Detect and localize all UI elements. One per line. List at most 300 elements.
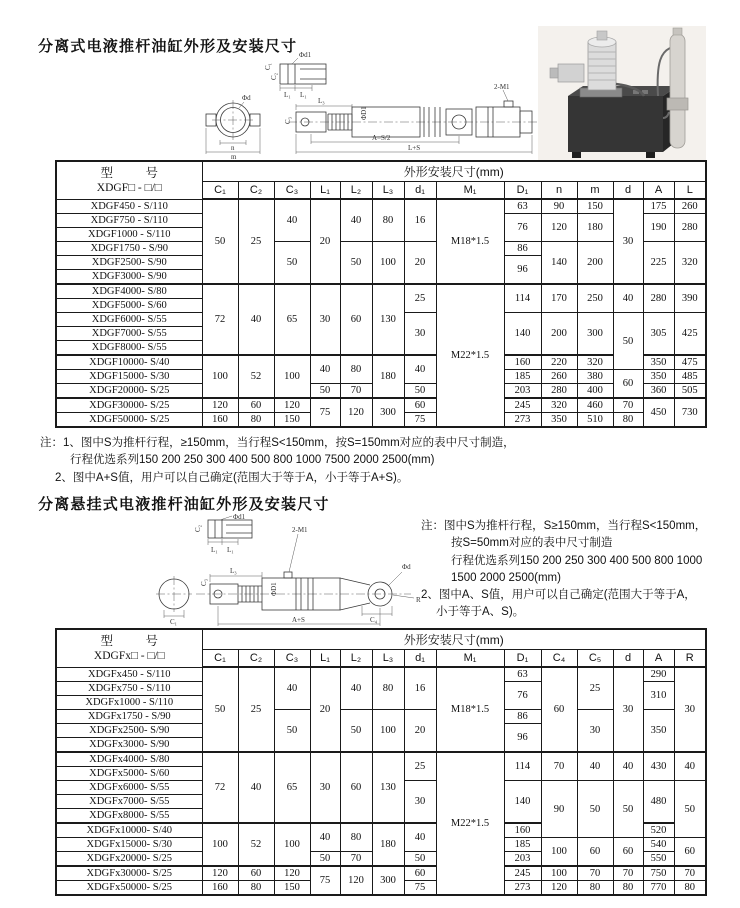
column-header: d₁ <box>404 650 436 668</box>
model-cell: XDGF20000- S/25 <box>56 384 202 399</box>
value-cell: 380 <box>577 370 613 384</box>
model-column-header: 型 号 XDGF□ - □/□ <box>56 161 202 199</box>
value-cell: 50 <box>202 199 238 284</box>
value-cell: 30 <box>404 313 436 356</box>
value-cell: 360 <box>643 384 674 399</box>
value-cell: 150 <box>274 413 310 428</box>
value-cell: 65 <box>274 752 310 823</box>
value-cell: 30 <box>613 667 643 752</box>
value-cell: 20 <box>310 199 340 284</box>
value-cell: 96 <box>504 256 541 285</box>
value-cell: 80 <box>340 823 372 852</box>
value-cell: 63 <box>504 667 541 682</box>
value-cell: 50 <box>202 667 238 752</box>
model-column-header: 型 号 XDGFx□ - □/□ <box>56 629 202 667</box>
value-cell: 50 <box>404 852 436 867</box>
value-cell: 100 <box>274 355 310 398</box>
value-cell: 300 <box>577 313 613 356</box>
dim-label: A+S <box>292 616 305 624</box>
column-header: C₃ <box>274 650 310 668</box>
value-cell: 25 <box>404 752 436 781</box>
dim-label: C₂ <box>194 524 202 532</box>
value-cell: 40 <box>340 199 372 242</box>
model-cell: XDGFx450 - S/110 <box>56 667 202 682</box>
value-cell: 40 <box>404 355 436 384</box>
model-cell: XDGFx15000- S/30 <box>56 838 202 852</box>
value-cell: 130 <box>372 284 404 355</box>
pump-unit-photo <box>538 26 706 162</box>
value-cell: 50 <box>340 242 372 285</box>
column-header: L₁ <box>310 650 340 668</box>
value-cell: 290 <box>643 667 674 682</box>
note-line: 注：图中S为推杆行程，S≥150mm，当行程S<150mm， <box>421 520 707 532</box>
value-cell: 114 <box>504 752 541 781</box>
value-cell: 140 <box>541 242 577 285</box>
model-cell: XDGF50000- S/25 <box>56 413 202 428</box>
note-line: 行程优选系列150 200 250 300 400 500 800 1000 7500 2000 2500(mm) <box>70 454 435 467</box>
value-cell: 100 <box>372 710 404 753</box>
value-cell: 280 <box>674 214 706 242</box>
value-cell: 30 <box>577 710 613 753</box>
dim-label: Φd <box>402 563 411 571</box>
end-view <box>156 576 192 618</box>
table-row <box>56 667 706 682</box>
value-cell: 320 <box>674 242 706 285</box>
column-header: C₃ <box>274 182 310 200</box>
column-header: L₂ <box>340 182 372 200</box>
value-cell: 65 <box>274 284 310 355</box>
value-cell: 160 <box>504 823 541 838</box>
value-cell: 245 <box>504 398 541 413</box>
value-cell: 120 <box>274 398 310 413</box>
column-header: C₁ <box>202 182 238 200</box>
dim-label: C₁ <box>170 618 178 626</box>
model-cell: XDGFx7000- S/55 <box>56 795 202 809</box>
section2-title: 分离悬挂式电液推杆油缸外形及安装尺寸 <box>38 496 330 513</box>
value-cell: 305 <box>643 313 674 356</box>
model-cell: XDGFx8000- S/55 <box>56 809 202 824</box>
dim-label: Φd1 <box>299 51 312 59</box>
model-cell: XDGFx30000- S/25 <box>56 866 202 881</box>
model-cell: XDGFx3000- S/90 <box>56 738 202 753</box>
value-cell: 25 <box>238 199 274 284</box>
value-cell: 80 <box>674 881 706 896</box>
column-header: d <box>613 182 643 200</box>
model-cell: XDGFx20000- S/25 <box>56 852 202 867</box>
value-cell: 96 <box>504 724 541 753</box>
column-header: M₁ <box>436 182 504 200</box>
value-cell: 80 <box>238 881 274 896</box>
value-cell: 140 <box>504 313 541 356</box>
value-cell: 20 <box>404 242 436 285</box>
table-row <box>56 866 706 881</box>
table-row <box>56 398 706 413</box>
value-cell: 30 <box>674 667 706 752</box>
column-header: L <box>674 182 706 200</box>
note-line: 2、图中A+S值，用户可以自己确定(范围大于等于A，小于等于A+S)。 <box>55 471 409 484</box>
value-cell: 245 <box>504 866 541 881</box>
value-cell: 70 <box>340 384 372 399</box>
column-header: D₁ <box>504 182 541 200</box>
value-cell: 475 <box>674 355 706 370</box>
value-cell: 425 <box>674 313 706 356</box>
dim-label: R <box>416 596 421 604</box>
value-cell: 185 <box>504 370 541 384</box>
column-header: C₄ <box>541 650 577 668</box>
model-cell: XDGF8000- S/55 <box>56 341 202 356</box>
column-header: L₁ <box>310 182 340 200</box>
value-cell: 510 <box>577 413 613 428</box>
value-cell: 260 <box>541 370 577 384</box>
table1-notes <box>40 435 515 487</box>
value-cell: 180 <box>372 823 404 866</box>
clevis-detail <box>280 58 326 91</box>
value-cell: 75 <box>404 413 436 428</box>
value-cell: 75 <box>310 398 340 427</box>
column-header: n <box>541 182 577 200</box>
value-cell: 60 <box>613 838 643 867</box>
model-cell: XDGFx5000- S/60 <box>56 767 202 781</box>
value-cell: 273 <box>504 881 541 896</box>
value-cell: 16 <box>404 667 436 710</box>
value-cell: 60 <box>674 838 706 867</box>
dim-label: m <box>231 153 237 160</box>
note-line: 小于等于A、S)。 <box>436 606 525 619</box>
table-row <box>56 284 706 299</box>
value-cell: 80 <box>613 881 643 896</box>
column-header: L₂ <box>340 650 372 668</box>
value-cell: 60 <box>577 838 613 867</box>
model-cell: XDGF6000- S/55 <box>56 313 202 327</box>
value-cell: 60 <box>541 667 577 752</box>
dim-label: L+S <box>408 144 421 152</box>
dim-label: n <box>231 144 235 152</box>
value-cell: 203 <box>504 384 541 399</box>
value-cell: 280 <box>541 384 577 399</box>
dim-label: ΦD1 <box>270 582 278 596</box>
model-cell: XDGFx1750 - S/90 <box>56 710 202 724</box>
value-cell: 16 <box>404 199 436 242</box>
value-cell: 60 <box>404 866 436 881</box>
dim-label: L₃ <box>318 97 325 105</box>
value-cell: 50 <box>340 710 372 753</box>
value-cell: 40 <box>613 752 643 781</box>
value-cell: 273 <box>504 413 541 428</box>
value-cell: 50 <box>274 242 310 285</box>
value-cell: 300 <box>372 866 404 895</box>
value-cell: 30 <box>310 284 340 355</box>
model-cell: XDGFx10000- S/40 <box>56 823 202 838</box>
dim-label: C₂ <box>270 72 278 80</box>
value-cell: 520 <box>643 823 674 838</box>
value-cell: 70 <box>541 752 577 781</box>
value-cell: 540 <box>643 838 674 852</box>
value-cell: 90 <box>541 199 577 214</box>
value-cell: 50 <box>577 781 613 838</box>
value-cell: 90 <box>541 781 577 838</box>
note-line: 注：1、图中S为推杆行程，≥150mm，当行程S<150mm，按S=150mm对应的表中尺寸制造， <box>40 437 515 449</box>
model-cell: XDGF4000- S/80 <box>56 284 202 299</box>
value-cell: 40 <box>274 199 310 242</box>
value-cell: 20 <box>310 667 340 752</box>
model-cell: XDGF10000- S/40 <box>56 355 202 370</box>
table-row <box>56 242 706 256</box>
value-cell: 20 <box>404 710 436 753</box>
value-cell: 750 <box>643 866 674 881</box>
value-cell: 60 <box>340 752 372 823</box>
value-cell: 310 <box>643 682 674 710</box>
value-cell: 60 <box>613 370 643 399</box>
column-header: M₁ <box>436 650 504 668</box>
value-cell: 63 <box>504 199 541 214</box>
value-cell: 770 <box>643 881 674 896</box>
column-header: d <box>613 650 643 668</box>
side-view <box>210 534 414 626</box>
value-cell: 75 <box>310 866 340 895</box>
value-cell: 120 <box>541 214 577 242</box>
model-cell: XDGF1750 - S/90 <box>56 242 202 256</box>
value-cell: 52 <box>238 355 274 398</box>
column-header: R <box>674 650 706 668</box>
value-cell: 70 <box>674 866 706 881</box>
dim-label: 2-M1 <box>494 83 510 91</box>
value-cell: 100 <box>202 355 238 398</box>
value-cell: 200 <box>577 242 613 285</box>
value-cell: M18*1.5 <box>436 199 504 284</box>
value-cell: 100 <box>202 823 238 866</box>
value-cell: 400 <box>577 384 613 399</box>
value-cell: 50 <box>674 781 706 838</box>
value-cell: 60 <box>404 398 436 413</box>
value-cell: 350 <box>643 710 674 753</box>
note-line: 1500 2000 2500(mm) <box>451 571 561 584</box>
column-header: C₅ <box>577 650 613 668</box>
value-cell: 40 <box>274 667 310 710</box>
dim-label: C₄ <box>370 616 378 624</box>
value-cell: 30 <box>404 781 436 824</box>
value-cell: 430 <box>643 752 674 781</box>
value-cell: 175 <box>643 199 674 214</box>
value-cell: 100 <box>541 866 577 881</box>
model-cell: XDGF30000- S/25 <box>56 398 202 413</box>
value-cell: 100 <box>274 823 310 866</box>
model-cell: XDGFx50000- S/25 <box>56 881 202 896</box>
value-cell: 40 <box>238 752 274 823</box>
value-cell: 120 <box>274 866 310 881</box>
value-cell: 80 <box>577 881 613 896</box>
value-cell: 260 <box>674 199 706 214</box>
value-cell: 114 <box>504 284 541 313</box>
dims-header: 外形安装尺寸(mm) <box>202 629 706 650</box>
dim-label: C₃ <box>284 116 292 124</box>
column-header: m <box>577 182 613 200</box>
model-cell: XDGF750 - S/110 <box>56 214 202 228</box>
value-cell: 190 <box>643 214 674 242</box>
model-cell: XDGFx6000- S/55 <box>56 781 202 795</box>
value-cell: M18*1.5 <box>436 667 504 752</box>
value-cell: 320 <box>577 355 613 370</box>
value-cell: 460 <box>577 398 613 413</box>
dimensions-table-suspended <box>55 628 707 896</box>
cylinder-drawing-suspended <box>146 514 446 626</box>
dim-label: L₁ <box>211 546 218 554</box>
dim-label: C₃ <box>200 578 208 586</box>
value-cell: 52 <box>238 823 274 866</box>
model-cell: XDGFx2500- S/90 <box>56 724 202 738</box>
model-cell: XDGF2500- S/90 <box>56 256 202 270</box>
value-cell: 550 <box>643 852 674 867</box>
model-cell: XDGF3000- S/90 <box>56 270 202 285</box>
value-cell: 70 <box>613 398 643 413</box>
value-cell: 120 <box>340 866 372 895</box>
section1-title: 分离式电液推杆油缸外形及安装尺寸 <box>38 38 298 55</box>
value-cell: 150 <box>274 881 310 896</box>
value-cell: 170 <box>541 284 577 313</box>
value-cell: 70 <box>613 866 643 881</box>
value-cell: 75 <box>404 881 436 896</box>
value-cell: 25 <box>577 667 613 710</box>
value-cell: 450 <box>643 398 674 427</box>
value-cell: 50 <box>613 781 643 838</box>
dimensions-table-separate <box>55 160 707 428</box>
value-cell: 76 <box>504 214 541 242</box>
value-cell: 225 <box>643 242 674 285</box>
value-cell: M22*1.5 <box>436 752 504 895</box>
model-cell: XDGF7000- S/55 <box>56 327 202 341</box>
model-cell: XDGFx1000 - S/110 <box>56 696 202 710</box>
table-row <box>56 710 706 724</box>
value-cell: 60 <box>340 284 372 355</box>
value-cell: 86 <box>504 242 541 256</box>
value-cell: 390 <box>674 284 706 313</box>
value-cell: 50 <box>310 852 340 867</box>
column-header: D₁ <box>504 650 541 668</box>
value-cell: 80 <box>613 413 643 428</box>
model-cell: XDGFx750 - S/110 <box>56 682 202 696</box>
value-cell: 160 <box>504 355 541 370</box>
value-cell: 40 <box>613 284 643 313</box>
value-cell: 220 <box>541 355 577 370</box>
table2-notes <box>421 518 706 622</box>
value-cell: 80 <box>340 355 372 384</box>
value-cell: M22*1.5 <box>436 284 504 427</box>
value-cell: 70 <box>577 866 613 881</box>
value-cell: 160 <box>202 881 238 896</box>
value-cell: 50 <box>404 384 436 399</box>
dim-label: ΦD1 <box>360 106 368 120</box>
value-cell: 80 <box>372 667 404 710</box>
column-header: C₁ <box>202 650 238 668</box>
column-header: L₃ <box>372 182 404 200</box>
value-cell: 40 <box>340 667 372 710</box>
value-cell: 60 <box>238 866 274 881</box>
value-cell: 50 <box>274 710 310 753</box>
model-cell: XDGF5000- S/60 <box>56 299 202 313</box>
model-cell: XDGF1000 - S/110 <box>56 228 202 242</box>
dim-label: A=S/2 <box>372 134 391 142</box>
table-row <box>56 199 706 214</box>
column-header: A <box>643 650 674 668</box>
value-cell: 50 <box>613 313 643 370</box>
value-cell: 40 <box>310 823 340 852</box>
value-cell: 505 <box>674 384 706 399</box>
model-cell: XDGF450 - S/110 <box>56 199 202 214</box>
value-cell: 140 <box>504 781 541 824</box>
value-cell: 120 <box>202 398 238 413</box>
column-header: A <box>643 182 674 200</box>
column-header: C₂ <box>238 182 274 200</box>
table-row <box>56 752 706 767</box>
column-header: L₃ <box>372 650 404 668</box>
value-cell: 130 <box>372 752 404 823</box>
value-cell: 485 <box>674 370 706 384</box>
table-row <box>56 355 706 370</box>
value-cell: 30 <box>310 752 340 823</box>
value-cell: 60 <box>238 398 274 413</box>
value-cell: 350 <box>541 413 577 428</box>
value-cell: 40 <box>310 355 340 384</box>
value-cell: 100 <box>372 242 404 285</box>
column-header: d₁ <box>404 182 436 200</box>
value-cell: 200 <box>541 313 577 356</box>
value-cell: 203 <box>504 852 541 867</box>
value-cell: 150 <box>577 199 613 214</box>
value-cell: 40 <box>577 752 613 781</box>
model-cell: XDGF15000- S/30 <box>56 370 202 384</box>
value-cell: 480 <box>643 781 674 824</box>
value-cell: 25 <box>238 667 274 752</box>
clevis-detail <box>208 516 252 545</box>
value-cell: 86 <box>504 710 541 724</box>
value-cell: 30 <box>613 199 643 284</box>
note-line: 2、图中A、S值，用户可以自己确定(范围大于等于A， <box>421 589 696 601</box>
value-cell: 80 <box>238 413 274 428</box>
value-cell: 320 <box>541 398 577 413</box>
cylinder-drawing-separate <box>200 48 540 160</box>
value-cell: 185 <box>504 838 541 852</box>
value-cell: 120 <box>202 866 238 881</box>
value-cell: 280 <box>643 284 674 313</box>
value-cell: 160 <box>202 413 238 428</box>
value-cell: 350 <box>643 355 674 370</box>
column-header: C₂ <box>238 650 274 668</box>
value-cell: 120 <box>541 881 577 896</box>
value-cell: 300 <box>372 398 404 427</box>
model-cell: XDGFx4000- S/80 <box>56 752 202 767</box>
value-cell: 50 <box>310 384 340 399</box>
value-cell: 76 <box>504 682 541 710</box>
value-cell: 40 <box>674 752 706 781</box>
value-cell: 70 <box>340 852 372 867</box>
dims-header: 外形安装尺寸(mm) <box>202 161 706 182</box>
dim-label: L₁ <box>300 91 307 99</box>
value-cell: 72 <box>202 752 238 823</box>
value-cell: 180 <box>577 214 613 242</box>
note-line: 行程优选系列150 200 250 300 400 500 800 1000 <box>451 554 703 567</box>
value-cell: 80 <box>372 199 404 242</box>
dim-label: L₃ <box>230 567 237 575</box>
dim-label: L₁ <box>284 91 291 99</box>
dim-label: 2-M1 <box>292 526 308 534</box>
value-cell: 40 <box>404 823 436 852</box>
dim-label: L₁ <box>227 546 234 554</box>
value-cell: 180 <box>372 355 404 398</box>
dim-label: Φd <box>242 94 251 102</box>
value-cell: 350 <box>643 370 674 384</box>
value-cell: 730 <box>674 398 706 427</box>
value-cell: 120 <box>340 398 372 427</box>
value-cell: 72 <box>202 284 238 355</box>
